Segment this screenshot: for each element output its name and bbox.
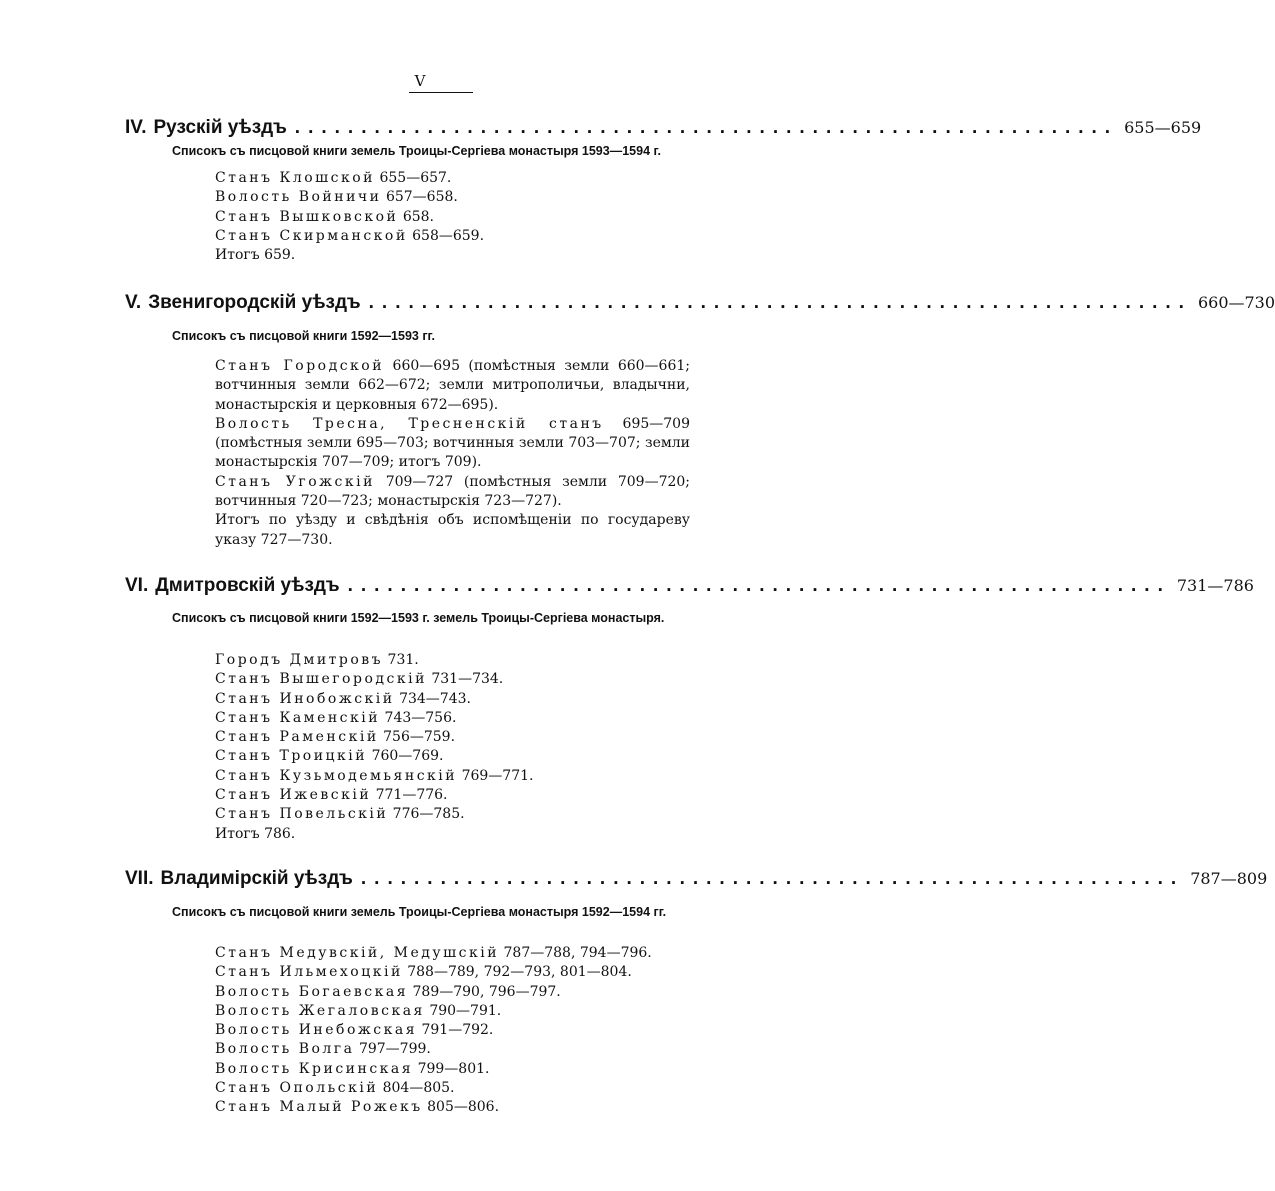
section-title: Звенигородскій уѣздъ xyxy=(148,292,361,313)
list-item: Станъ Малый Рожекъ 805—806. xyxy=(215,1099,500,1116)
page-number: V xyxy=(414,72,426,90)
list-item: Станъ Ижевскій 771—776. xyxy=(215,787,448,804)
list-item: Станъ Повельскій 776—785. xyxy=(215,806,465,823)
list-item: Станъ Каменскій 743—756. xyxy=(215,709,457,726)
leader-dots: .............................................................. xyxy=(360,868,1185,889)
section-pages: 660—730 xyxy=(1197,293,1275,312)
section-roman: VII. xyxy=(125,868,154,889)
list-item: Станъ Ильмехоцкій 788—789, 792—793, 801—804. xyxy=(215,964,632,981)
list-item: Станъ Опольскій 804—805. xyxy=(215,1080,455,1097)
list-item: Станъ Инобожскій 734—743. xyxy=(215,690,471,707)
entry-list xyxy=(215,944,690,1118)
section-heading xyxy=(125,868,1268,894)
page-number-rule xyxy=(409,92,473,93)
list-item: Итогъ 659. xyxy=(215,247,296,264)
section-heading xyxy=(125,575,1254,601)
entry-list xyxy=(215,169,690,265)
section-source: Списокъ съ писцовой книги 1592—1593 г. земель Троицы-Сергіева монастыря. xyxy=(172,611,665,625)
leader-dots: .............................................................. xyxy=(294,117,1119,138)
section-pages: 731—786 xyxy=(1176,576,1254,595)
list-item: Волость Жегаловская 790—791. xyxy=(215,1002,502,1019)
entry-list xyxy=(215,651,690,844)
section-roman: V. xyxy=(125,292,142,313)
list-item: Итогъ по уѣзду и свѣдѣнія объ испомѣщеніи по государеву указу 727—730. xyxy=(215,512,690,548)
section-heading xyxy=(125,292,1275,318)
list-item: Волость Богаевская 789—790, 796—797. xyxy=(215,983,561,1000)
section-roman: IV. xyxy=(125,117,147,138)
list-item: Волость Крисинская 799—801. xyxy=(215,1060,490,1077)
leader-dots: .............................................................. xyxy=(368,292,1192,313)
section-title: Рузскій уѣздъ xyxy=(153,117,287,138)
leader-dots: .............................................................. xyxy=(347,575,1171,596)
list-item: Станъ Клошской 655—657. xyxy=(215,170,452,186)
section-source: Списокъ съ писцовой книги 1592—1593 гг. xyxy=(172,329,435,343)
list-item: Итогъ 786. xyxy=(215,825,296,842)
section-source: Списокъ съ писцовой книги земель Троицы-Сергіева монастыря 1592—1594 гг. xyxy=(172,905,667,919)
entry-list xyxy=(215,357,690,550)
list-item: Станъ Скирманской 658—659. xyxy=(215,227,485,244)
list-item: Станъ Вышковской 658. xyxy=(215,208,434,225)
list-item: Станъ Медувскій, Медушскій 787—788, 794—796. xyxy=(215,945,652,961)
list-item: Городъ Дмитровъ 731. xyxy=(215,652,419,668)
section-roman: VI. xyxy=(125,575,149,596)
list-item: Станъ Троицкій 760—769. xyxy=(215,748,444,765)
list-item: Станъ Вышегородскій 731—734. xyxy=(215,671,504,688)
list-item: Волость Войничи 657—658. xyxy=(215,189,458,206)
list-item: Станъ Кузьмодемьянскій 769—771. xyxy=(215,767,534,784)
section-title: Владимірскій уѣздъ xyxy=(160,868,353,889)
section-title: Дмитровскій уѣздъ xyxy=(155,575,340,596)
section-heading xyxy=(125,117,1202,143)
list-item: Волость Тресна, Тресненскій станъ 695—709 (помѣстныя земли 695—703; вотчинныя земли 703—707; земли монастырскія 707—709; итогъ 709). xyxy=(215,415,690,471)
section-source: Списокъ съ писцовой книги земель Троицы-Сергіева монастыря 1593—1594 г. xyxy=(172,144,661,158)
section-pages: 655—659 xyxy=(1124,118,1202,137)
list-item: Волость Волга 797—799. xyxy=(215,1041,431,1058)
list-item: Станъ Городской 660—695 (помѣстныя земли 660—661; вотчинныя земли 662—672; земли митрополичьи, владычни, монастырскія и церковныя 672—695). xyxy=(215,358,690,413)
section-pages: 787—809 xyxy=(1190,869,1268,888)
list-item: Станъ Раменскій 756—759. xyxy=(215,729,456,746)
list-item: Станъ Угожскій 709—727 (помѣстныя земли 709—720; вотчинныя 720—723; монастырскія 723—727). xyxy=(215,473,691,510)
list-item: Волость Инебожская 791—792. xyxy=(215,1022,494,1039)
